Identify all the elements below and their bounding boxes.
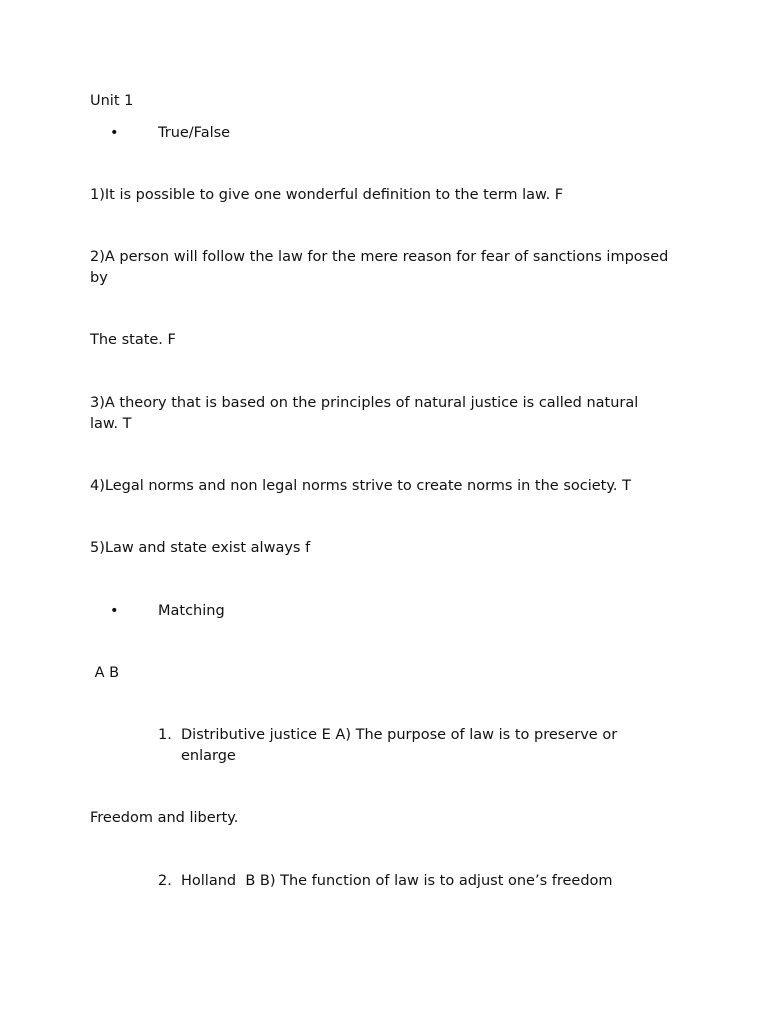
- question-4: 4)Legal norms and non legal norms strive to create norms in the society. T: [90, 478, 631, 494]
- unit-heading: Unit 1: [90, 93, 134, 109]
- question-2: 2)A person will follow the law for the mere reason for fear of sanctions imposed by: [90, 249, 669, 286]
- matching-heading: Matching: [158, 603, 225, 619]
- question-2-continuation: The state. F: [90, 332, 176, 348]
- list-number: 2.: [158, 873, 172, 889]
- true-false-heading: True/False: [158, 125, 231, 141]
- question-3: 3)A theory that is based on the principles of natural justice is called natural law. T: [90, 395, 639, 432]
- question-1: 1)It is possible to give one wonderful definition to the term law. F: [90, 187, 564, 203]
- question-5: 5)Law and state exist always f: [90, 540, 311, 556]
- matching-item-1-continuation: Freedom and liberty.: [90, 810, 239, 826]
- matching-item-text: Distributive justice E A) The purpose of law is to preserve or enlarge: [181, 727, 618, 764]
- matching-columns-header: A B: [90, 665, 120, 681]
- bullet-icon: •: [110, 125, 119, 141]
- bullet-icon: •: [110, 603, 119, 619]
- matching-item-text: Holland B B) The function of law is to adjust one’s freedom: [181, 873, 613, 889]
- list-number: 1.: [158, 727, 172, 743]
